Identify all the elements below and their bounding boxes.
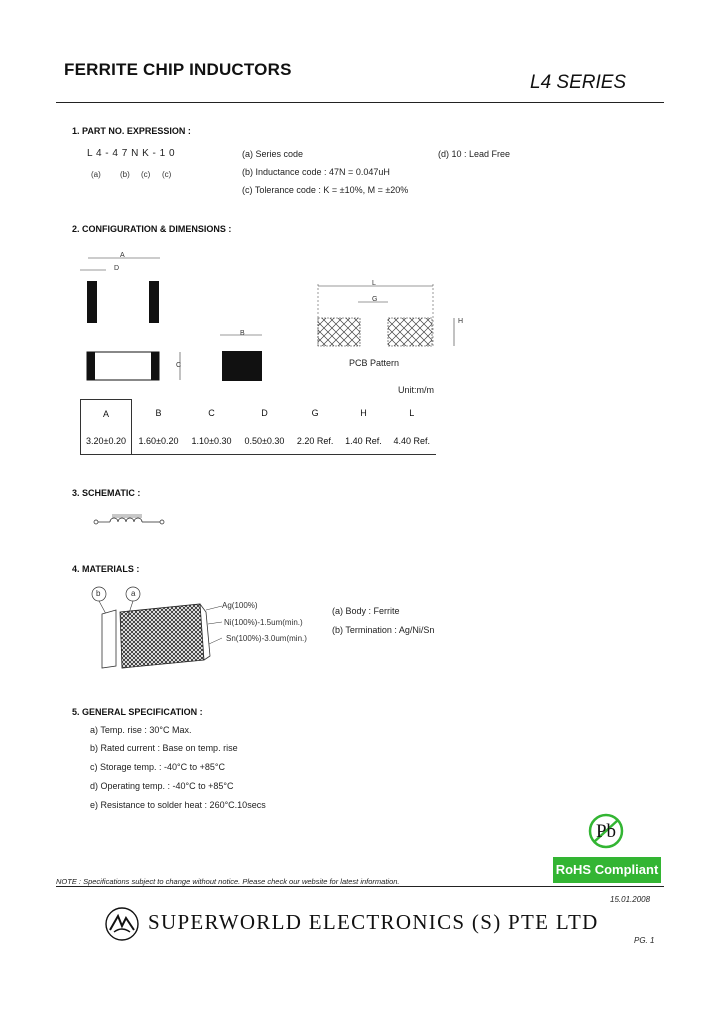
dim-value-c: 1.10±0.30 [185,427,238,455]
dim-header-d: D [261,408,268,419]
pcb-pad-right [388,318,432,346]
layer-sn: Sn(100%)-3.0um(min.) [226,634,307,643]
termination-end [102,610,116,668]
spec-item: d) Operating temp. : -40°C to +85°C [90,781,234,791]
dim-label-l: L [372,280,376,287]
section-config-heading: 2. CONFIGURATION & DIMENSIONS : [72,224,232,234]
part-note-c: (c) Tolerance code : K = ±10%, M = ±20% [242,185,409,195]
unit-label: Unit:m/m [398,385,434,395]
pcb-pad-left [318,318,360,346]
page-title: FERRITE CHIP INDUCTORS [64,60,292,79]
dim-label-d: D [114,265,120,272]
material-note-termination: (b) Termination : Ag/Ni/Sn [332,625,435,635]
spec-item: b) Rated current : Base on temp. rise [90,743,238,753]
part-note-a: (a) Series code [242,149,304,159]
dim-label-b: B [240,330,245,337]
part-marker-c2: (c) [162,170,172,179]
dim-header-g: G [311,408,319,419]
materials-drawing [88,584,228,676]
dimension-table [80,399,436,455]
material-note-body: (a) Body : Ferrite [332,606,400,616]
pb-symbol: Pb [595,821,617,842]
dim-label-c: C [176,362,182,369]
dim-header-l: L [409,408,415,419]
revision-date: 15.01.2008 [610,895,651,904]
material-circle-label-b: b [96,589,101,598]
spec-item: e) Resistance to solder heat : 260°C.10secs [90,800,266,810]
dim-header-h: H [360,408,367,419]
layer-ag: Ag(100%) [222,601,258,610]
terminal-left [87,281,97,323]
dim-header-b: B [155,408,162,419]
dim-value-g: 2.20 Ref. [291,427,339,455]
pb-free-icon [585,810,627,852]
dim-header-a: A [81,400,132,428]
dim-value-d: 0.50±0.30 [238,427,291,455]
dim-value-h: 1.40 Ref. [339,427,387,455]
part-note-b: (b) Inductance code : 47N = 0.047uH [242,167,390,177]
dim-value-b: 1.60±0.20 [132,427,186,455]
section-part-no-heading: 1. PART NO. EXPRESSION : [72,126,191,136]
chip-side-term-right [151,352,159,380]
pcb-pattern-label: PCB Pattern [349,358,400,368]
footer-rule [56,886,664,887]
dim-header-c: C [208,408,215,419]
inductor-schematic [92,512,172,530]
dimension-drawing [60,248,480,388]
dim-value-a: 3.20±0.20 [81,427,132,455]
spec-item: c) Storage temp. : -40°C to +85°C [90,762,226,772]
spec-item: a) Temp. rise : 30°C Max. [90,725,192,735]
rohs-compliant-badge: RoHS Compliant [553,857,661,883]
part-marker-b: (b) [120,170,130,179]
dim-label-g: G [372,296,378,303]
ferrite-body [120,604,204,668]
chip-side-body [87,352,159,380]
section-schematic-heading: 3. SCHEMATIC : [72,488,141,498]
terminal-right [149,281,159,323]
layer-ni: Ni(100%)-1.5um(min.) [224,618,303,627]
footer-note: NOTE : Specifications subject to change without notice. Please check our website for latest information. [56,877,400,886]
part-marker-a: (a) [91,170,101,179]
section-materials-heading: 4. MATERIALS : [72,564,140,574]
chip-side-term-left [87,352,95,380]
company-name: SUPERWORLD ELECTRONICS (S) PTE LTD [148,910,599,934]
page-number: PG. 1 [634,936,655,945]
header-rule [56,102,664,103]
part-note-d: (d) 10 : Lead Free [438,149,511,159]
dimension-table-value-row [81,427,437,455]
section-spec-heading: 5. GENERAL SPECIFICATION : [72,707,203,717]
part-code: L 4 - 4 7 N K - 1 0 [87,148,176,159]
dim-label-h: H [458,318,464,325]
dim-label-a: A [120,252,125,259]
dimension-table-header-row [81,400,437,428]
series-name: L4 SERIES [530,72,627,93]
material-circle-label-a: a [131,589,136,598]
dim-value-l: 4.40 Ref. [388,427,436,455]
part-marker-c: (c) [141,170,151,179]
chip-end-view [222,351,262,381]
company-logo [104,906,140,942]
